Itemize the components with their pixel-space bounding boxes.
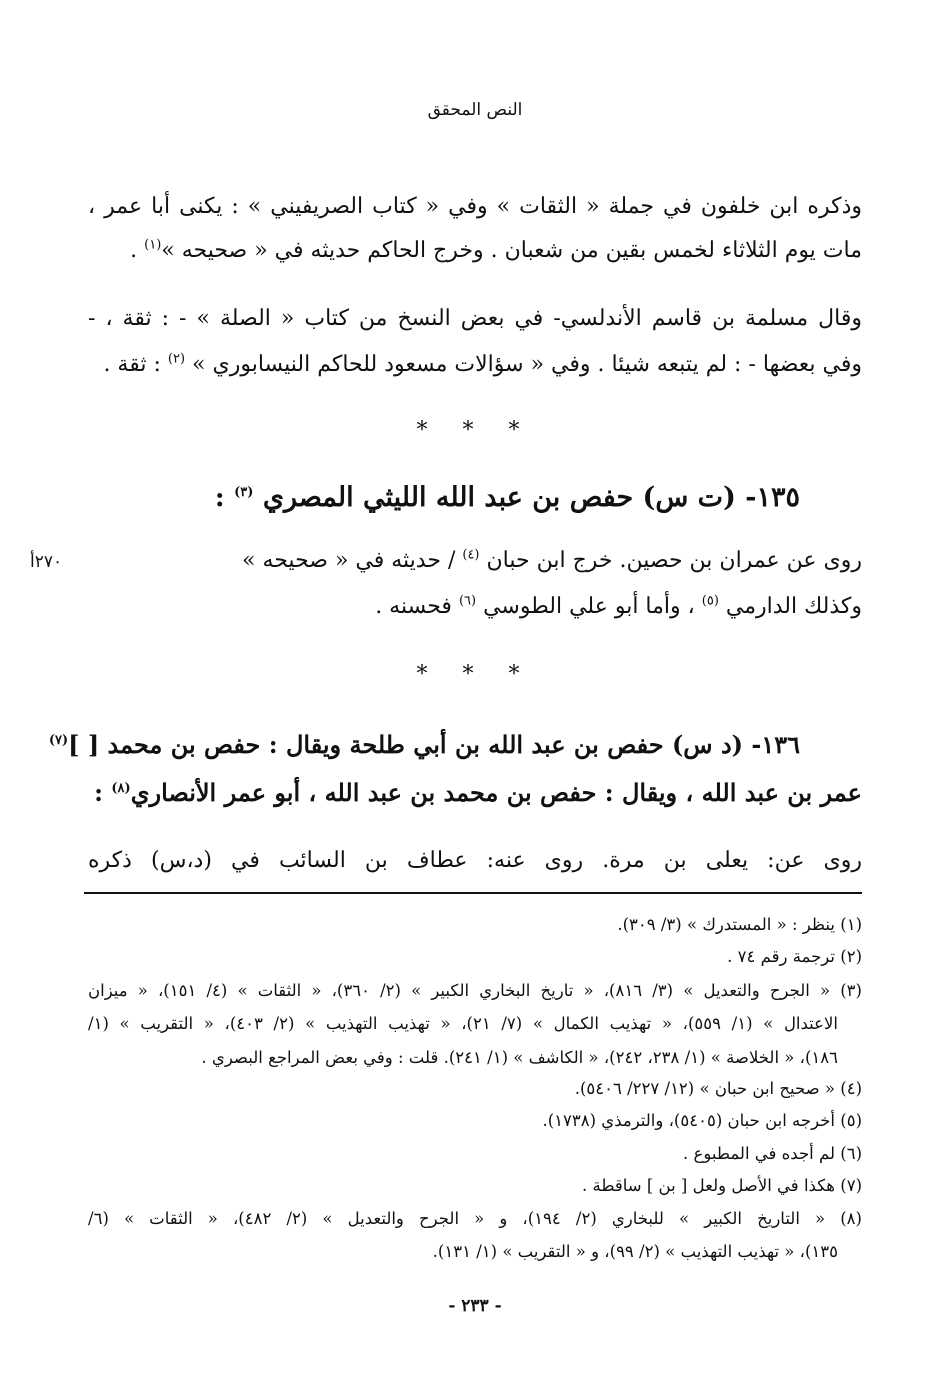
- entry-135-line2-mid: ، وأما أبو علي الطوسي: [483, 594, 695, 619]
- paragraph1-line1: وذكره ابن خلفون في جملة « الثقات » وفي « كتاب الصريفيني » : يكنى أبا عمر ،: [88, 194, 862, 219]
- entry-135-line2-text: وكذلك الدارمي: [725, 594, 862, 619]
- entry-135-heading-text: ١٣٥- (ت س) حفص بن عبد الله الليثي المصري: [262, 482, 800, 513]
- entry-135-line1: [241, 547, 862, 573]
- footnote-ref-3: (٣): [234, 485, 254, 500]
- entry-136-heading-line2-text: عمر بن عبد الله ، ويقال : حفص بن محمد بن عبد الله ، أبو عمر الأنصاري: [130, 778, 862, 807]
- footnote-3-line2: الاعتدال » (١/ ٥٥٩)، « تهذيب الكمال » (٧/ ٢١)، « تهذيب التهذيب » (٢/ ٤٠٣)، « التقريب » (١/: [88, 1014, 838, 1033]
- section-separator-1: * * *: [416, 418, 534, 443]
- paragraph1-line2-end: .: [130, 238, 138, 263]
- footnote-6: (٦) لم أجده في المطبوع .: [683, 1144, 862, 1163]
- footnote-ref-4: (٤): [462, 547, 480, 563]
- footnote-3-line3: ١٨٦)، « الخلاصة » (١/ ٢٣٨، ٢٤٢)، « الكاشف » (١/ ٢٤١). قلت : وفي بعض المراجع البصري .: [201, 1048, 838, 1067]
- paragraph2-line2: [103, 351, 862, 377]
- footnote-ref-7: (٧): [48, 733, 69, 748]
- entry-135-heading: [215, 482, 800, 513]
- entry-135-heading-end: :: [214, 482, 225, 513]
- manuscript-folio-marker: ٢٧٠أ: [30, 552, 63, 572]
- footnote-1: (١) ينظر : « المستدرك » (٣/ ٣٠٩).: [617, 915, 862, 934]
- footnote-3-line1: (٣) « الجرح والتعديل » (٣/ ٨١٦)، « تاريخ البخاري الكبير » (٢/ ٣٦٠)، « الثقات » (٤/ ١٥١)، « ميزان: [88, 981, 862, 1000]
- entry-135-line1-text: روى عن عمران بن حصين. خرج ابن حبان: [486, 548, 862, 573]
- paragraph2-line1: وقال مسلمة بن قاسم الأندلسي- في بعض النسخ من كتاب « الصلة » - : ثقة ، -: [88, 306, 862, 331]
- running-header: النص المحقق: [427, 100, 523, 120]
- footnote-ref-5: (٥): [701, 593, 719, 609]
- entry-136-heading-line1: [49, 730, 800, 759]
- paragraph2-line2-text: وفي بعضها - : لم يتبعه شيئا . وفي « سؤالات مسعود للحاكم النيسابوري »: [192, 352, 862, 377]
- footnote-2: (٢) ترجمة رقم ٧٤ .: [727, 947, 862, 966]
- entry-135-line2-end: فحسنه .: [375, 594, 452, 619]
- footnote-5: (٥) أخرجه ابن حبان (٥٤٠٥)، والترمذي (١٧٣٨).: [542, 1111, 862, 1130]
- footnote-ref-2: (٢): [167, 351, 186, 367]
- entry-135-line2: [375, 593, 862, 619]
- footnote-4: (٤) « صحيح ابن حبان » (١٢/ ٢٢٧/ ٥٤٠٦).: [574, 1079, 862, 1098]
- entry-135-line1-rest: / حديثه في « صحيحه »: [241, 548, 456, 573]
- paragraph1-line2-text: مات يوم الثلاثاء لخمس بقين من شعبان . وخرج الحاكم حديثه في « صحيحه »: [161, 238, 862, 263]
- page-number: - ٢٣٣ -: [448, 1296, 502, 1316]
- footnote-ref-6: (٦): [458, 593, 477, 609]
- paragraph2-line2-end: : ثقة .: [103, 352, 161, 377]
- footnote-7: (٧) هكذا في الأصل ولعل [ بن ] ساقطة .: [582, 1176, 862, 1195]
- entry-136-body-line1: روى عن: يعلى بن مرة. روى عنه: عطاف بن السائب في (د،س) ذكره: [88, 848, 862, 873]
- footnote-ref-8: (٨): [111, 781, 131, 796]
- entry-136-heading-line2-end: :: [94, 778, 104, 807]
- paragraph1-line2: [130, 237, 862, 263]
- footnote-8-line1: (٨) « التاريخ الكبير » للبخاري (٢/ ١٩٤)، و « الجرح والتعديل » (٢/ ٤٨٢)، « الثقات » (٦/: [88, 1209, 862, 1228]
- entry-136-heading-line2: [94, 778, 862, 807]
- section-separator-2: * * *: [416, 662, 534, 687]
- footnote-8-line2: ١٣٥)، « تهذيب التهذيب » (٢/ ٩٩)، و « التقريب » (١/ ١٣١).: [432, 1242, 838, 1261]
- footnote-separator-rule: [84, 892, 862, 894]
- entry-136-heading-line1-text: ١٣٦- (د س) حفص بن عبد الله بن أبي طلحة ويقال : حفص بن محمد [ ]: [68, 730, 800, 759]
- footnote-ref-1: (١): [144, 237, 162, 253]
